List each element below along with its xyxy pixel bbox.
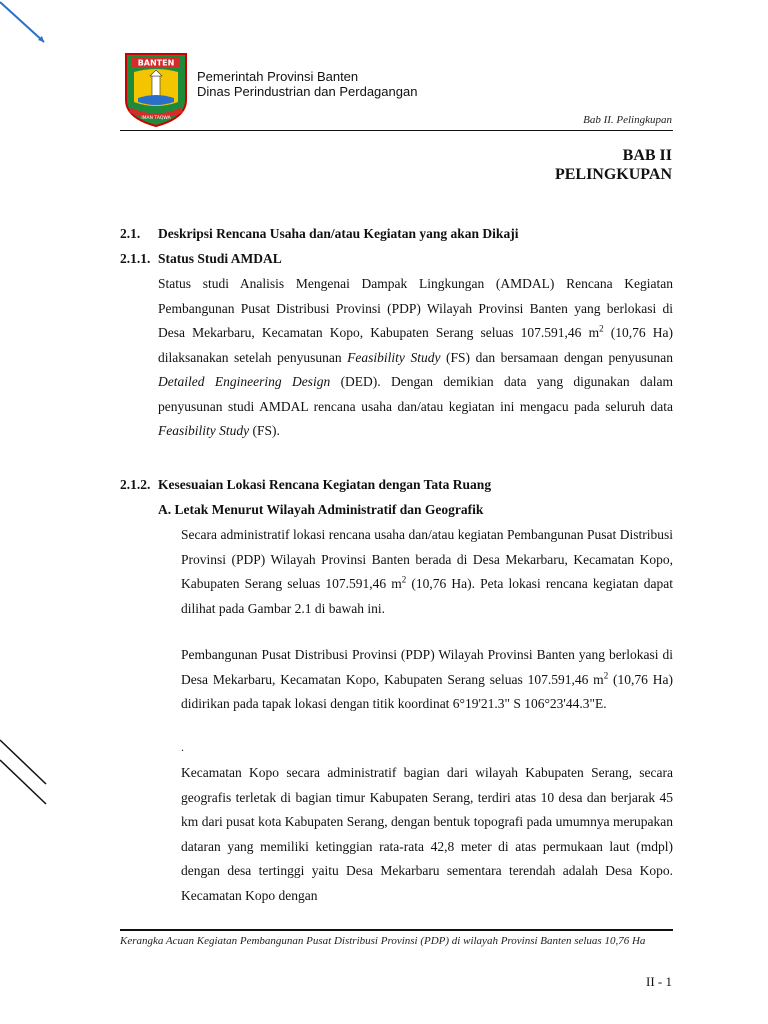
gov-line-2: Dinas Perindustrian dan Perdagangan	[197, 84, 418, 99]
margin-line-decoration	[0, 732, 60, 812]
section-title: Kesesuaian Lokasi Rencana Kegiatan dengan Tata Ruang	[158, 477, 492, 492]
subsection-a-heading: A. Letak Menurut Wilayah Administratif dan Geografik	[158, 502, 484, 517]
section-2-1-1-heading	[120, 251, 282, 267]
paragraph-kecamatan-kopo: Kecamatan Kopo secara administratif bagian dari wilayah Kabupaten Serang, secara geografis terletak di bagian timur Kabupaten Serang, terdiri atas 10 desa dan berjarak 45 km dari pusat kota Kabupaten Serang, dengan bentuk topografi pada umumnya merupakan dataran yang memiliki ketinggian rata-rata 42,8 meter di atas permukaan laut (mdpl) dengan desa tertinggi yaitu Desa Mekarbaru sementara terendah adalah Desa Kopo. Kecamatan Kopo dengan	[181, 765, 673, 903]
gov-line-1: Pemerintah Provinsi Banten	[197, 69, 359, 84]
logo-text-top: BANTEN	[137, 58, 175, 68]
banten-logo	[124, 52, 188, 128]
footer-rule	[120, 929, 673, 931]
logo-text-bottom: IMAN TAQWA	[141, 116, 171, 121]
page-number: II - 1	[646, 974, 672, 989]
paragraph-status-studi: Status studi Analisis Mengenai Dampak Lingkungan (AMDAL) Rencana Kegiatan Pembangunan Pusat Distribusi Provinsi (PDP) Wilayah Provinsi Banten yang berlokasi di Desa Mekarbaru, Kecamatan Kopo, Kabupaten Serang seluas 107.591,46 $m^2$ (10,76 Ha) dilaksanakan setelah penyusunan Feasibility Study (FS) dan bersamaan dengan penyusunan Detailed Engineering Design (DED). Dengan demikian data yang digunakan dalam penyusunan studi AMDAL rencana usaha dan/atau kegiatan ini mengacu pada seluruh data Feasibility Study (FS).	[158, 276, 674, 438]
section-number: 2.1.	[120, 226, 141, 241]
stray-dot: .	[181, 740, 184, 754]
section-number: 2.1.1.	[120, 251, 151, 266]
paragraph-administratif: Secara administratif lokasi rencana usaha dan/atau kegiatan Pembangunan Pusat Distribusi Provinsi (PDP) Wilayah Provinsi Banten berada di Desa Mekarbaru, Kecamatan Kopo, Kabupaten Serang seluas 107.591,46 $m^2$ (10,76 Ha). Peta lokasi rencana kegiatan dapat dilihat pada Gambar 2.1 di bawah ini.	[181, 527, 673, 616]
section-2-1-2-heading	[120, 477, 491, 493]
section-2-1-heading	[120, 226, 518, 242]
section-title: Deskripsi Rencana Usaha dan/atau Kegiatan yang akan Dikaji	[158, 226, 519, 241]
header-rule	[120, 130, 673, 131]
paragraph-tapak-lokasi: Pembangunan Pusat Distribusi Provinsi (PDP) Wilayah Provinsi Banten yang berlokasi di Desa Mekarbaru, Kecamatan Kopo, Kabupaten Serang seluas 107.591,46 $m^2$ (10,76 Ha) didirikan pada tapak lokasi dengan titik koordinat 6°19'21.3" S 106°23'44.3"E.	[181, 647, 673, 711]
section-title: Status Studi AMDAL	[158, 251, 282, 266]
chapter-label: BAB II	[622, 147, 672, 164]
chapter-title: PELINGKUPAN	[554, 166, 672, 183]
corner-arrow-decoration	[0, 0, 60, 60]
section-number: 2.1.2.	[120, 477, 151, 492]
running-head: Bab II. Pelingkupan	[583, 114, 672, 126]
footer-text: Kerangka Acuan Kegiatan Pembangunan Pusat Distribusi Provinsi (PDP) di wilayah Provinsi Banten seluas 10,76 Ha	[120, 935, 646, 947]
